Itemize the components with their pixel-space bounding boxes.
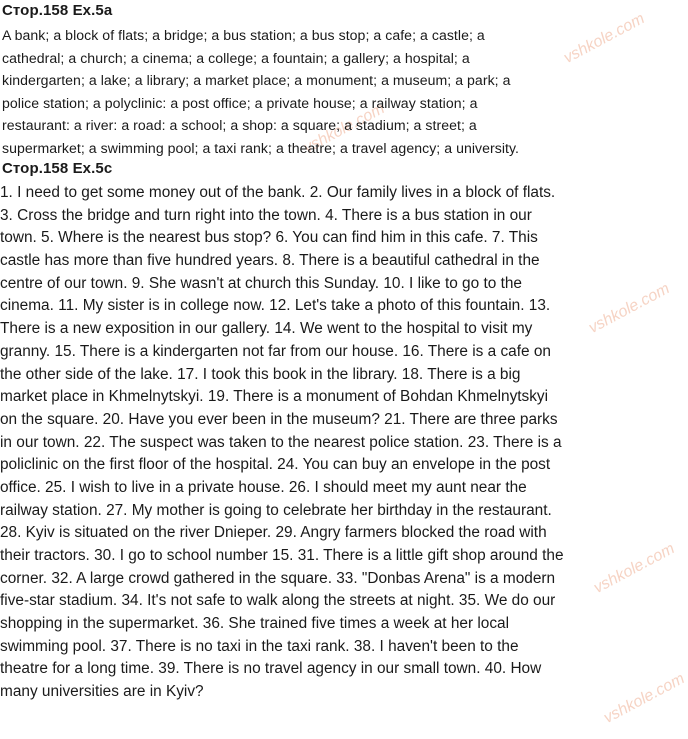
text-line: shopping in the supermarket. 36. She trained five times a week at her local [0,615,510,633]
text-line: centre of our town. 9. She wasn't at church this Sunday. 10. I like to go to the [0,274,522,292]
text-line: 1. I need to get some money out of the bank. 2. Our family lives in a block of flats. [0,184,556,201]
text-line: kindergarten; a lake; a library; a market place; a monument; a museum; a park; a [2,72,511,89]
watermark: vshkole.com [560,10,648,67]
text-line: on the square. 20. Have you ever been in the museum? 21. There are three parks [0,410,558,428]
text-line: in our town. 22. The suspect was taken to the nearest police station. 23. There is a [0,433,562,451]
watermark: vshkole.com [585,280,673,337]
exercise-5a-word-list [0,24,646,160]
text-line: A bank; a block of flats; a bridge; a bus station; a bus stop; a cafe; a castle; a [2,27,485,43]
text-line: restaurant: a river: a road: a school; a shop: a square; a stadium; a street; a [2,117,477,134]
text-line: the other side of the lake. 17. I took this book in the library. 18. There is a big [0,365,521,383]
text-line: 3. Cross the bridge and turn right into the town. 4. There is a bus station in our [0,206,532,224]
text-line: theatre for a long time. 39. There is no travel agency in our small town. 40. How [0,660,542,678]
text-line: policlinic on the first floor of the hospital. 24. You can buy an envelope in the post [0,456,551,474]
text-line: supermarket; a swimming pool; a taxi rank; a theatre; a travel agency; a university. [2,139,520,156]
text-line: market place in Khmelnytskyi. 19. There is a monument of Bohdan Khmelnytskyi [0,388,549,406]
text-line: 28. Kyiv is situated on the river Dnieper. 29. Angry farmers blocked the road with [0,524,547,542]
text-line: swimming pool. 37. There is no taxi in the taxi rank. 38. I haven't been to the [0,637,519,655]
text-line: granny. 15. There is a kindergarten not far from our house. 16. There is a cafe on [0,342,551,360]
text-line: castle has more than five hundred years. 8. There is a beautiful cathedral in the [0,252,540,270]
text-line: There is a new exposition in our gallery. 14. We went to the hospital to visit my [0,320,533,338]
text-line: office. 25. I wish to live in a private house. 26. I should meet my aunt near the [0,478,527,496]
text-line: police station; a polyclinic: a post office; a private house; a railway station; a [2,94,478,111]
watermark: vshkole.com [300,100,388,157]
text-line: their tractors. 30. I go to school number 15. 31. There is a little gift shop around the [0,547,564,564]
text-line: five-star stadium. 34. It's not safe to walk along the streets at night. 35. We do our [0,592,556,610]
text-line: many universities are in Kyiv? [0,683,204,701]
text-line: cathedral; a church; a cinema; a college; a fountain; a gallery; a hospital; a [2,49,470,66]
exercise-5c-sentences [0,182,646,704]
text-line: town. 5. Where is the nearest bus stop? 6. You can find him in this cafe. 7. This [0,229,538,247]
watermark: vshkole.com [600,670,688,727]
text-line: cinema. 11. My sister is in college now. 12. Let's take a photo of this fountain. 13. [0,297,551,315]
exercise-5a-heading: Стор.158 Ex.5a [2,2,113,19]
watermark: vshkole.com [590,540,678,597]
exercise-5c-heading: Стор.158 Ex.5c [2,160,113,177]
text-line: corner. 32. A large crowd gathered in the square. 33. "Donbas Arena" is a modern [0,569,556,587]
text-line: railway station. 27. My mother is going to celebrate her birthday in the restaurant. [0,501,552,519]
